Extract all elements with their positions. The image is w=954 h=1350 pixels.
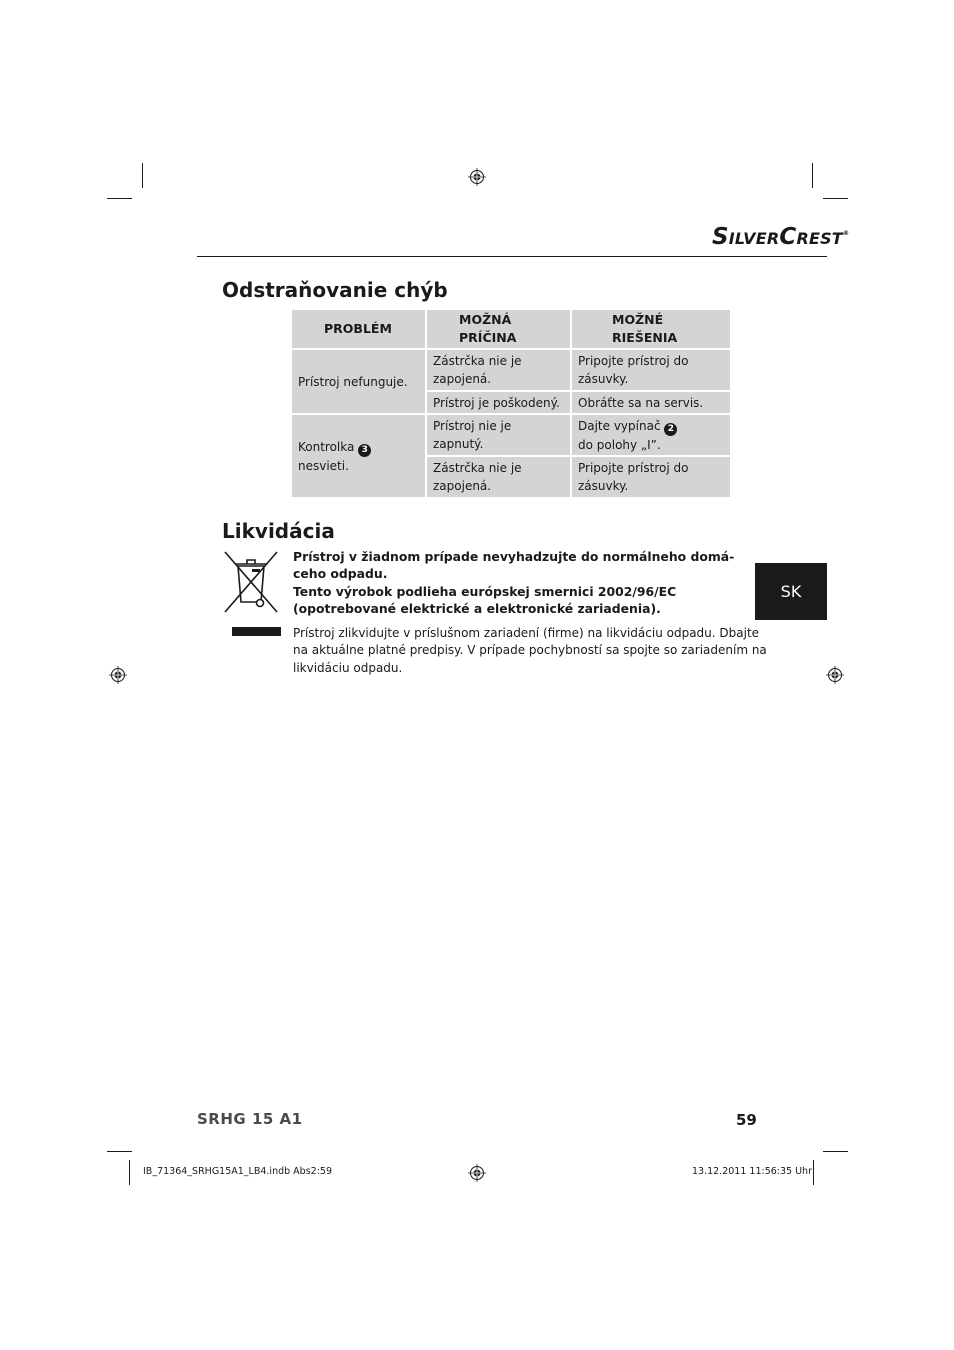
disposal-warning-line: (opotrebované elektrické a elektronické zariadenia).: [293, 600, 661, 616]
cause-cell: Zástrčka nie je zapojená.: [426, 349, 571, 391]
disposal-warning-line: Tento výrobok podlieha európskej smernici 2002/96/EC: [293, 583, 677, 599]
registration-mark-icon: [468, 1164, 486, 1182]
registration-mark-icon: [468, 168, 486, 186]
disposal-instructions: [293, 625, 767, 677]
solution-cell: Dajte vypínač 2 do polohy „I”.: [571, 414, 731, 456]
disposal-warning-line: Prístroj v žiadnom prípade nevyhadzujte do normálneho domá-: [293, 549, 735, 564]
crossed-out-wheelie-bin-icon: [222, 550, 280, 614]
crop-mark: [812, 163, 813, 188]
slug-file-info: IB_71364_SRHG15A1_LB4.indb Abs2:59: [143, 1166, 332, 1177]
registration-mark-icon: [826, 666, 844, 684]
problem-cell: Kontrolka 3 nesvieti.: [291, 414, 426, 498]
cause-cell: Prístroj nie je zapnutý.: [426, 414, 571, 456]
troubleshooting-table: [290, 308, 732, 499]
problem-cell: Prístroj nefunguje.: [291, 349, 426, 414]
brand-letter: S: [712, 224, 729, 250]
brand-letters: ILVER: [728, 229, 780, 248]
table-row: [291, 349, 731, 391]
crop-mark: [823, 1151, 848, 1152]
column-header-problem: PROBLÉM: [291, 309, 426, 349]
model-name: SRHG 15 A1: [197, 1110, 303, 1128]
disposal-instructions-line: Prístroj zlikvidujte v príslušnom zariadení (firme) na likvidáciu odpadu. Dbajte: [293, 626, 760, 640]
crop-mark: [107, 1151, 132, 1152]
disposal-bar: [232, 627, 281, 636]
page-number: 59: [736, 1111, 757, 1129]
cause-cell: Zástrčka nie je zapojená.: [426, 456, 571, 498]
number-2-badge: 2: [664, 423, 677, 436]
table-header-row: [291, 309, 731, 349]
solution-cell: Pripojte prístroj do zásuvky.: [571, 349, 731, 391]
disposal-instructions-line: likvidáciu odpadu.: [293, 660, 403, 675]
troubleshooting-title: Odstraňovanie chýb: [222, 278, 448, 302]
disposal-title: Likvidácia: [222, 519, 335, 543]
brand-logo: [712, 224, 850, 252]
disposal-instructions-line: na aktuálne platné predpisy. V prípade pochybností sa spojte so zariadením na: [293, 643, 767, 658]
crop-mark: [813, 1160, 814, 1185]
crop-mark: [129, 1160, 130, 1185]
disposal-warning-line: ceho odpadu.: [293, 566, 388, 582]
registered-mark: ®: [842, 230, 850, 237]
slug-date-info: 13.12.2011 11:56:35 Uhr: [692, 1166, 812, 1177]
column-header-solution: MOŽNÉ RIEŠENIA: [571, 309, 731, 349]
solution-cell: Obráťte sa na servis.: [571, 391, 731, 414]
brand-letter: C: [779, 224, 797, 250]
number-3-badge: 3: [358, 444, 371, 457]
registration-mark-icon: [109, 666, 127, 684]
cause-cell: Prístroj je poškodený.: [426, 391, 571, 414]
brand-letters: REST: [796, 229, 843, 248]
disposal-warning: [293, 548, 733, 617]
header-rule: [197, 256, 827, 257]
crop-mark: [142, 163, 143, 188]
language-tab: SK: [755, 563, 827, 620]
table-row: [291, 414, 731, 456]
crop-mark: [107, 198, 132, 199]
solution-cell: Pripojte prístroj do zásuvky.: [571, 456, 731, 498]
column-header-cause: MOŽNÁ PRÍČINA: [426, 309, 571, 349]
crop-mark: [823, 198, 848, 199]
